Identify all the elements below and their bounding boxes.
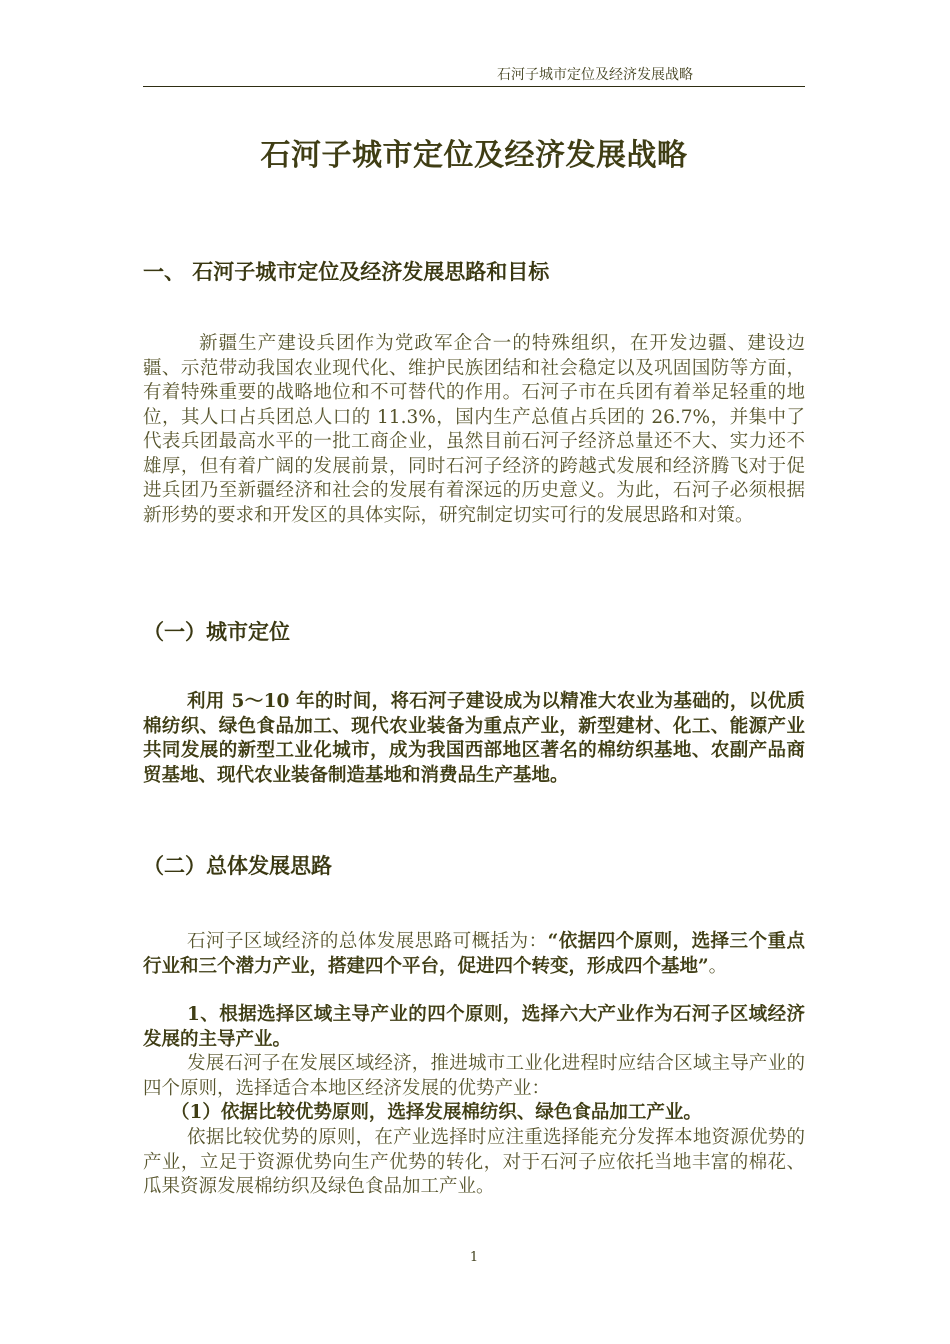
subsection-heading-overall-approach: （二）总体发展思路 (143, 853, 332, 878)
lead-end-text: 。 (708, 955, 728, 977)
point-1-body: 发展石河子在发展区域经济，推进城市工业化进程时应结合区域主导产业的四个原则，选择适合本地区经济发展的优势产业： (143, 1053, 805, 1099)
page-number: 1 (469, 1250, 479, 1265)
point-1-sub-1-body: 依据比较优势的原则，在产业选择时应注重选择能充分发挥本地资源优势的产业，立足于资源优势向生产优势的转化，对于石河子应依托当地丰富的棉花、瓜果资源发展棉纺织及绿色食品加工产业。 (143, 1127, 805, 1197)
lead-plain-text: 石河子区域经济的总体发展思路可概括为： (187, 931, 548, 952)
section-heading-1: 一、 石河子城市定位及经济发展思路和目标 (143, 259, 550, 284)
running-header: 石河子城市定位及经济发展战略 (497, 67, 693, 83)
city-positioning-paragraph: 利用 5～10 年的时间，将石河子建设成为以精准大农业为基础的，以优质棉纺织、绿色食品加工、现代农业装备为重点产业，新型建材、化工、能源产业共同发展的新型工业化城市，成为我国西部地区著名的棉纺织基地、农副产品商贸基地、现代农业装备制造基地和消费品生产基地。 (143, 691, 805, 786)
overall-approach-lead-paragraph (143, 930, 805, 979)
section-1-intro-paragraph: 新疆生产建设兵团作为党政军企合一的特殊组织，在开发边疆、建设边疆、示范带动我国农业现代化、维护民族团结和社会稳定以及巩固国防等方面，有着特殊重要的战略地位和不可替代的作用。石河子市在兵团有着举足轻重的地位，其人口占兵团总人口的 11.3%，国内生产总值占兵团的 26.7%，并集中了代表兵团最高水平的一批工商企业，虽然目前石河子经济总量还不大、实力还不雄厚，但有着广阔的发展前景，同时石河子经济的跨越式发展和经济腾飞对于促进兵团乃至新疆经济和社会的发展有着深远的历史意义。为此，石河子必须根据新形势的要求和开发区的具体实际，研究制定切实可行的发展思路和对策。 (143, 333, 805, 526)
lead-bold-text: “依据四个原则，选择三个重点行业和三个潜力产业，搭建四个平台，促进四个转变，形成四个基地” (143, 931, 805, 977)
point-1-heading: 1、根据选择区域主导产业的四个原则，选择六大产业作为石河子区域经济发展的主导产业。 (143, 1004, 805, 1050)
page-title: 石河子城市定位及经济发展战略 (260, 138, 688, 173)
header-rule (143, 86, 805, 87)
point-1-sub-1-heading: （1）依据比较优势原则，选择发展棉纺织、绿色食品加工产业。 (171, 1102, 702, 1123)
subsection-heading-city-positioning: （一）城市定位 (143, 619, 290, 644)
